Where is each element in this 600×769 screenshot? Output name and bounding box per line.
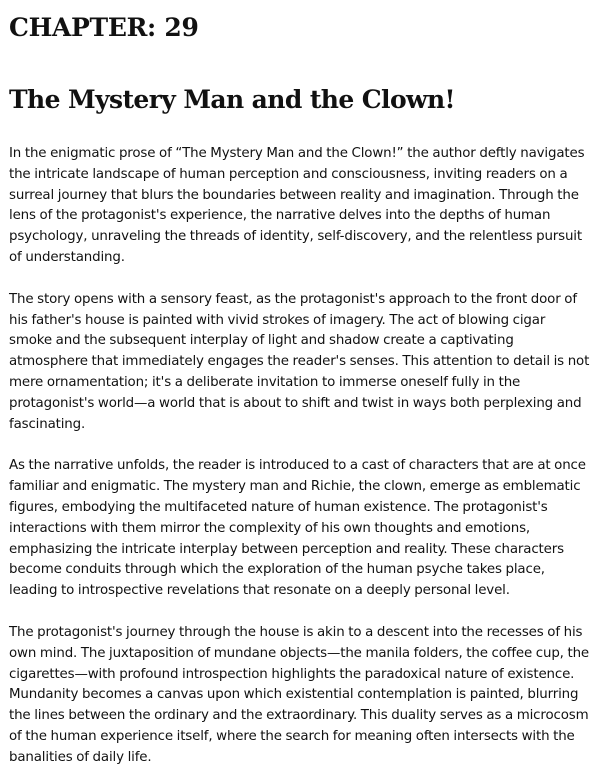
chapter-label: CHAPTER: 29 (9, 13, 199, 42)
body-paragraph: As the narrative unfolds, the reader is introduced to a cast of characters that are at once familiar and enigmatic. The mystery man and Richie, the clown, emerge as emblematic figures, embodying the multifaceted nature of human existence. The protagonist's interactions with them mirror the complexity of his own thoughts and emotions, emphasizing the intricate interplay between perception and reality. These characters become conduits through which the exploration of the human psyche takes place, leading to introspective revelations that resonate on a deeply personal level. (9, 458, 586, 599)
body-paragraph: In the enigmatic prose of “The Mystery Man and the Clown!” the author deftly navigates the intricate landscape of human perception and consciousness, inviting readers on a surreal journey that blurs the boundaries between reality and imagination. Through the lens of the protagonist's experience, the narrative delves into the depths of human psychology, unraveling the threads of identity, self-discovery, and the relentless pursuit of understanding. (9, 146, 585, 265)
chapter-body (9, 144, 591, 769)
body-paragraph: The protagonist's journey through the house is akin to a descent into the recesses of his own mind. The juxtaposition of mundane objects—the manila folders, the coffee cup, the cigarettes—with profound introspection highlights the paradoxical nature of existence. Mundanity becomes a canvas upon which existential contemplation is painted, blurring the lines between the ordinary and the extraordinary. This duality serves as a microcosm of the human experience itself, where the search for meaning often intersects with the banalities of daily life. (9, 624, 590, 765)
body-paragraph: The story opens with a sensory feast, as the protagonist's approach to the front door of his father's house is painted with vivid strokes of imagery. The act of blowing cigar smoke and the subsequent interplay of light and shadow create a captivating atmosphere that immediately engages the reader's senses. This attention to detail is not mere ornamentation; it's a deliberate invitation to immerse oneself fully in the protagonist's world—a world that is about to shift and twist in ways both perplexing and fascinating. (9, 291, 590, 432)
chapter-title: The Mystery Man and the Clown! (9, 85, 455, 114)
